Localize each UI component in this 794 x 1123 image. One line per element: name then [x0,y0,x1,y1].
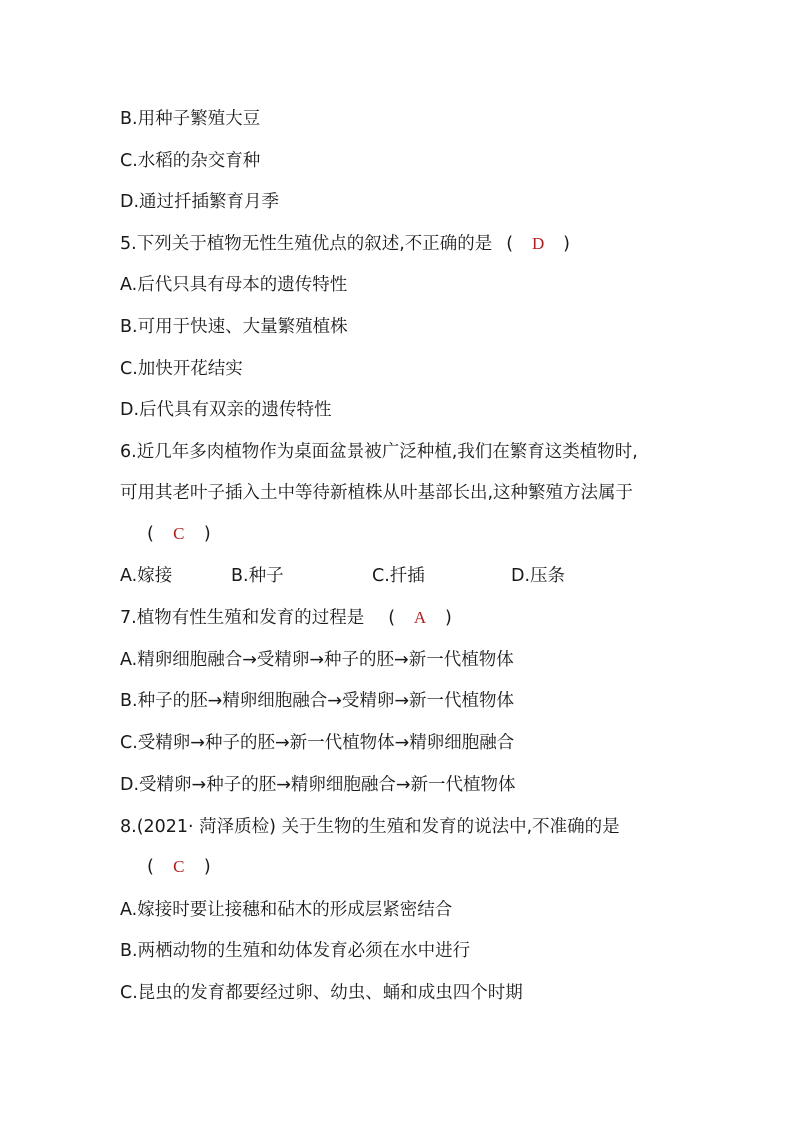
q7-answer [388,606,452,630]
q8-paren-open: ( [147,857,154,877]
q8-paren-close: ) [203,857,211,877]
q5-option-b: B.可用于快速、大量繁殖植株 [120,317,348,337]
q7-option-b: B.种子的胚→精卵细胞融合→受精卵→新一代植物体 [120,691,515,711]
q7-option-a: A.精卵细胞融合→受精卵→种子的胚→新一代植物体 [120,650,514,670]
q5-answer [506,232,570,256]
q6-stem-line-2: 可用其老叶子插入土中等待新植株从叶基部长出,这种繁殖方法属于 [120,483,634,503]
q4-option-c: C.水稻的杂交育种 [120,151,261,171]
q7-option-d: D.受精卵→种子的胚→精卵细胞融合→新一代植物体 [120,775,516,795]
q7-answer-letter: A [413,608,427,627]
q7-paren-close: ) [445,608,452,628]
q6-option-b: B.种子 [231,566,284,586]
q8-stem: 8.(2021· 菏泽质检) 关于生物的生殖和发育的说法中,不准确的是 [120,817,620,837]
q5-answer-letter: D [531,234,545,253]
q8-option-c: C.昆虫的发育都要经过卵、幼虫、蛹和成虫四个时期 [120,983,523,1003]
q7-stem-line [120,606,452,630]
q6-options-row [120,564,565,588]
q6-answer [147,522,211,546]
q5-option-a: A.后代只具有母本的遗传特性 [120,275,348,295]
q6-option-c: C.扦插 [372,566,425,586]
q5-option-d: D.后代具有双亲的遗传特性 [120,400,332,420]
q6-option-d: D.压条 [511,566,566,586]
q8-answer [147,855,211,879]
q4-option-b: B.用种子繁殖大豆 [120,109,261,129]
q6-answer-letter: C [173,524,185,543]
q6-stem-line-1: 6.近几年多肉植物作为桌面盆景被广泛种植,我们在繁育这类植物时, [120,442,638,462]
q7-stem: 7.植物有性生殖和发育的过程是 [120,608,365,628]
q6-option-a: A.嫁接 [120,566,173,586]
q8-answer-letter: C [173,857,185,876]
q6-paren-open: ( [147,524,154,544]
q7-paren-open: ( [388,608,396,628]
q6-paren-close: ) [203,524,211,544]
q5-stem-line [120,232,570,256]
q5-stem: 5.下列关于植物无性生殖优点的叙述,不正确的是 [120,234,493,254]
q5-option-c: C.加快开花结实 [120,359,243,379]
q5-paren-open: ( [506,234,514,254]
q8-option-a: A.嫁接时要让接穗和砧木的形成层紧密结合 [120,900,453,920]
q7-option-c: C.受精卵→种子的胚→新一代植物体→精卵细胞融合 [120,733,515,753]
q8-option-b: B.两栖动物的生殖和幼体发育必须在水中进行 [120,941,471,961]
q5-paren-close: ) [563,234,570,254]
q4-option-d: D.通过扦插繁育月季 [120,192,280,212]
